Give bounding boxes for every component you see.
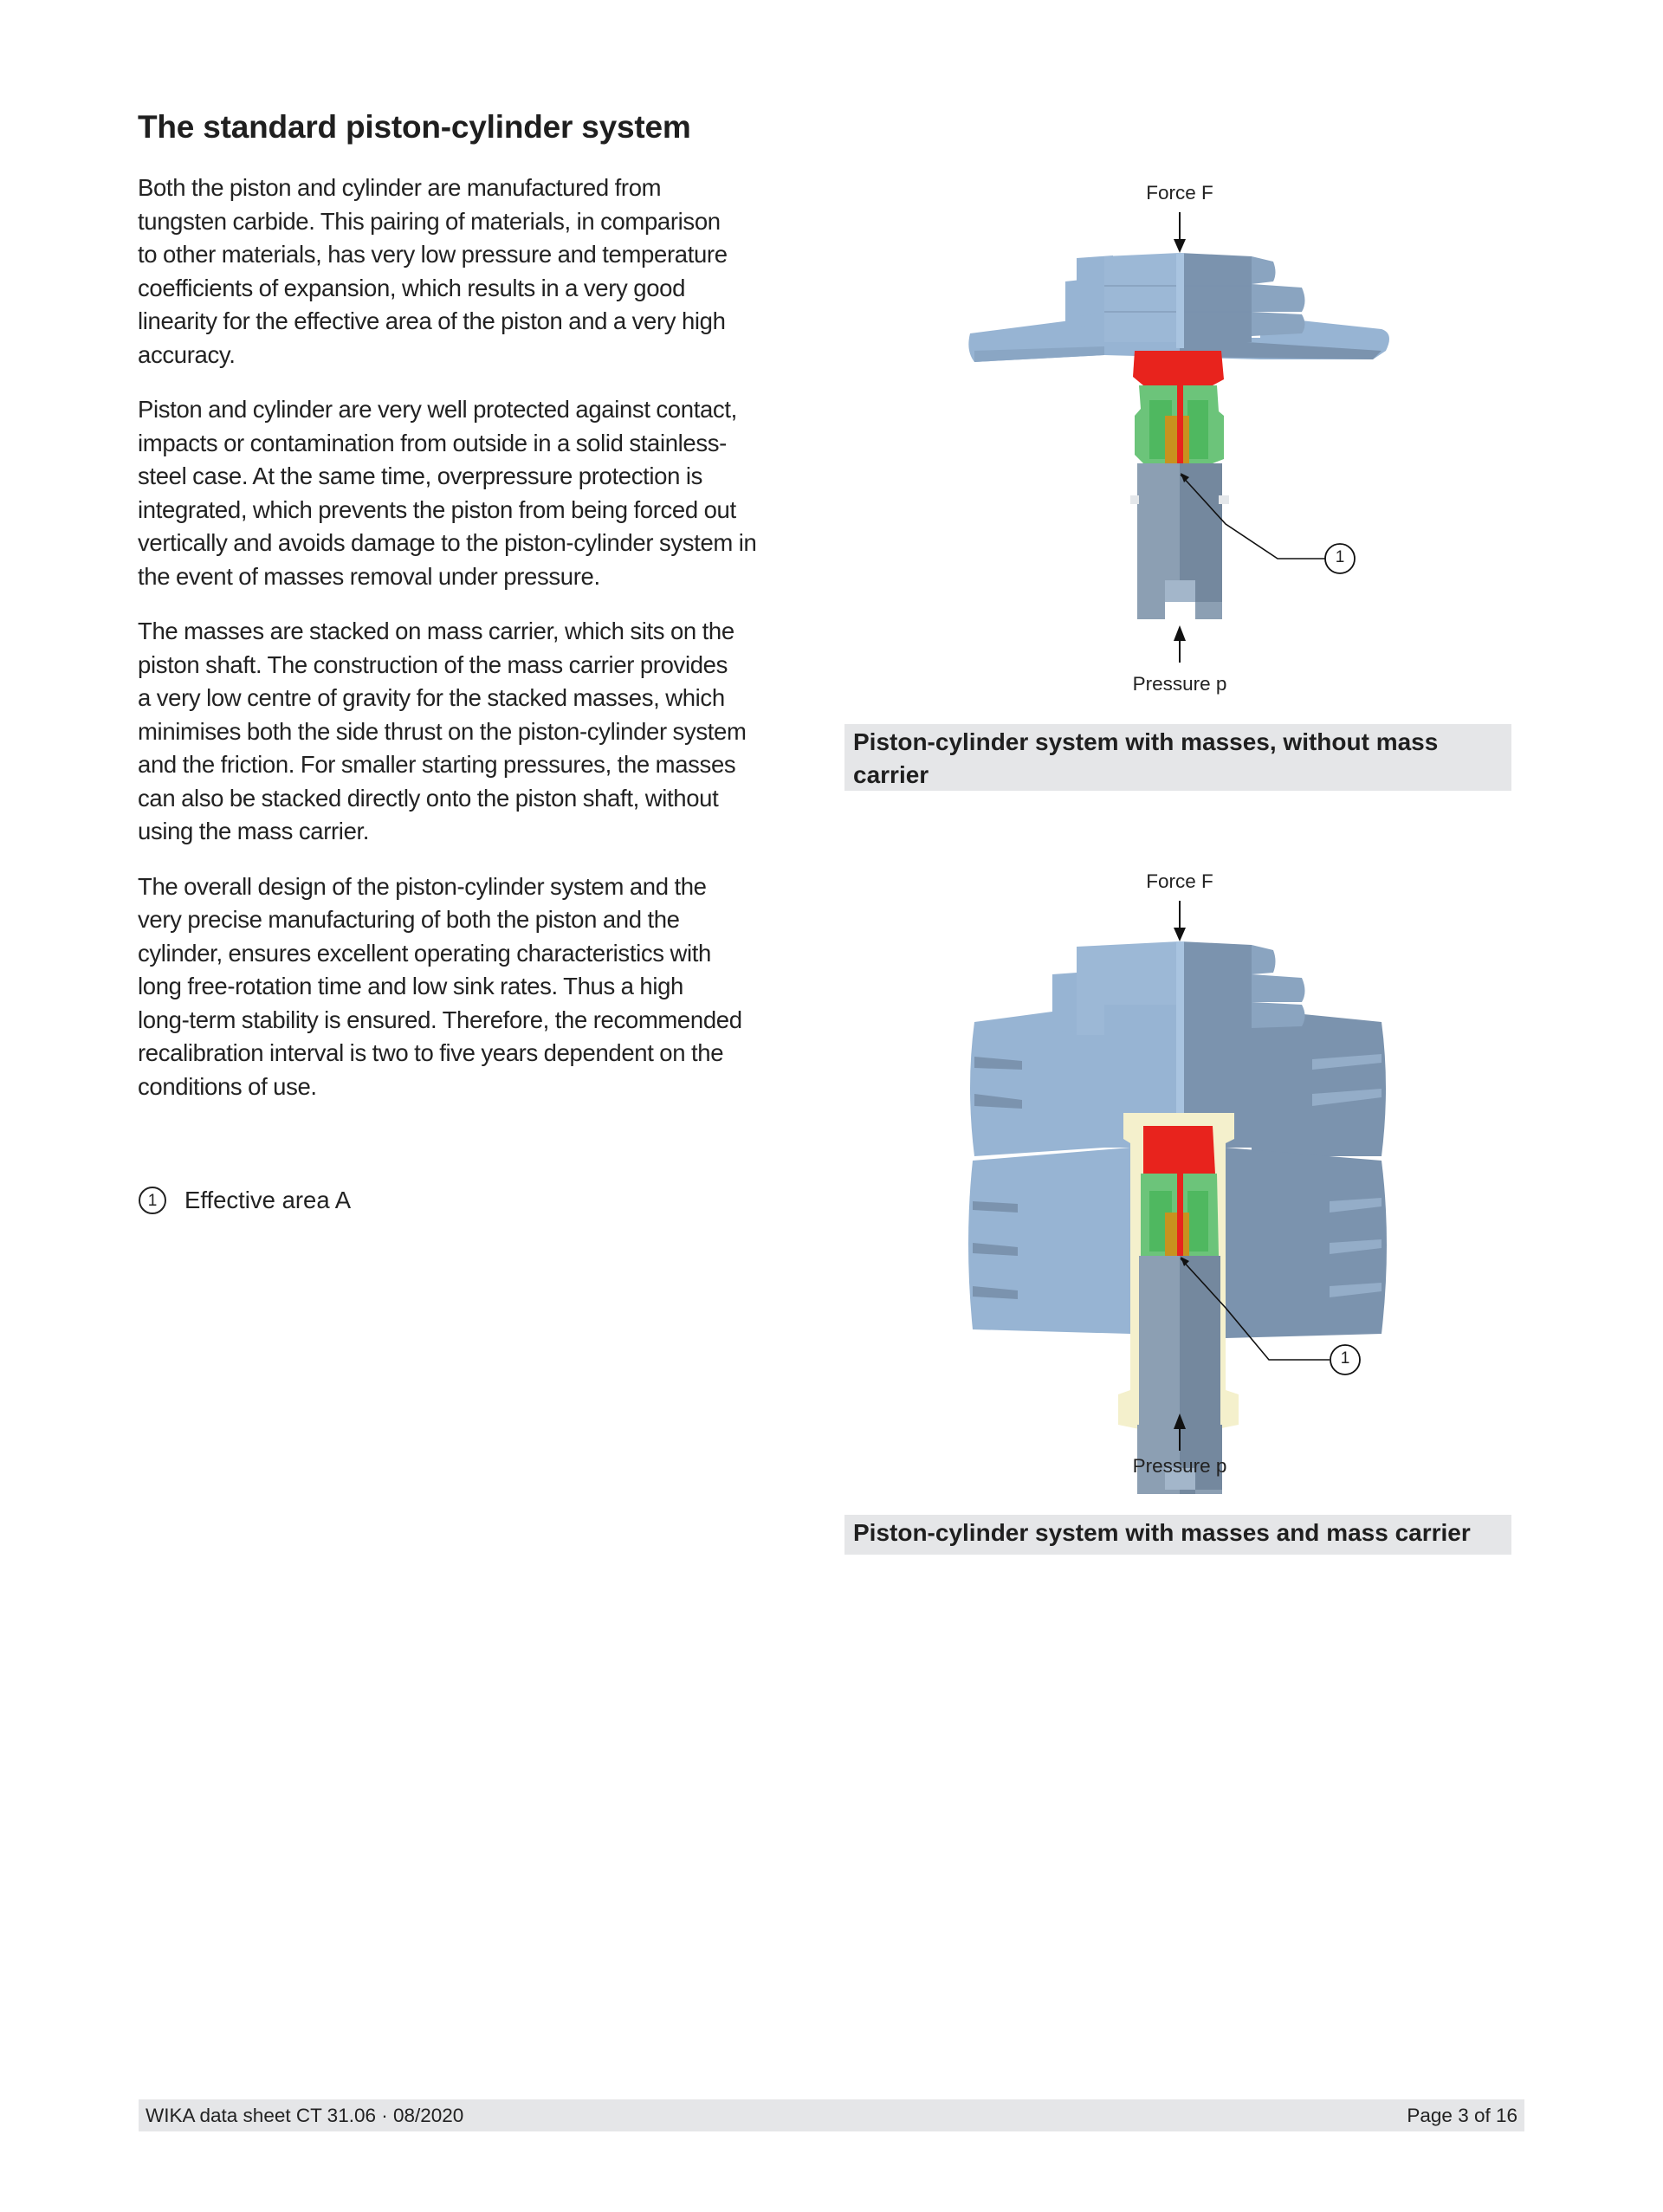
figure-with-mass-carrier <box>844 862 1511 1494</box>
callout-number: 1 <box>1340 1349 1350 1368</box>
text-line: vertically and avoids damage to the piston-cylinder system in <box>138 529 757 556</box>
text-line: piston shaft. The construction of the mass carrier provides <box>138 650 728 678</box>
paragraph-mass-carrier <box>138 615 813 849</box>
force-label: Force F <box>1146 870 1213 892</box>
body-text-column <box>138 171 813 1125</box>
figure-caption: Piston-cylinder system with masses and mass carrier <box>844 1515 1511 1555</box>
text-line: tungsten carbide. This pairing of materials, in comparison <box>138 207 721 235</box>
legend-label: Effective area A <box>184 1187 352 1213</box>
text-line: very precise manufacturing of both the piston and the <box>138 906 680 933</box>
text-line: cylinder, ensures excellent operating characteristics with <box>138 939 711 967</box>
paragraph-design <box>138 870 813 1104</box>
text-line: and the friction. For smaller starting pressures, the masses <box>138 751 736 778</box>
text-line: a very low centre of gravity for the stacked masses, which <box>138 684 725 711</box>
footer-document-id: WIKA data sheet CT 31.06 · 08/2020 <box>146 2104 464 2126</box>
text-line: linearity for the effective area of the piston and a very high <box>138 307 726 334</box>
paragraph-protection <box>138 393 813 593</box>
pressure-label: Pressure p <box>1132 673 1227 695</box>
text-line: long-term stability is ensured. Therefore, the recommended <box>138 1006 742 1033</box>
figure-caption: Piston-cylinder system with masses, without mass carrier <box>844 724 1511 791</box>
text-line: accuracy. <box>138 340 236 368</box>
text-line: can also be stacked directly onto the piston shaft, without <box>138 784 719 812</box>
figure-without-mass-carrier <box>844 173 1511 710</box>
text-line: coefficients of expansion, which results in a very good <box>138 274 686 301</box>
page-footer <box>139 2099 1524 2131</box>
text-line: using the mass carrier. <box>138 818 370 844</box>
text-line: Both the piston and cylinder are manufactured from <box>138 174 662 201</box>
text-line: the event of masses removal under pressure. <box>138 562 600 590</box>
text-line: Piston and cylinder are very well protected against contact, <box>138 396 737 423</box>
text-line: conditions of use. <box>138 1072 317 1100</box>
callout-number: 1 <box>1335 548 1345 566</box>
force-label: Force F <box>1146 182 1213 204</box>
paragraph-materials <box>138 171 813 372</box>
pressure-label: Pressure p <box>1132 1455 1227 1477</box>
text-line: recalibration interval is two to five years dependent on the <box>138 1039 724 1066</box>
text-line: The overall design of the piston-cylinder system and the <box>138 872 707 900</box>
legend-item <box>139 1187 351 1214</box>
text-line: minimises both the side thrust on the piston-cylinder system <box>138 717 747 745</box>
footer-page-number: Page 3 of 16 <box>1407 2104 1517 2126</box>
text-line: to other materials, has very low pressure and temperature <box>138 241 728 268</box>
page-title: The standard piston-cylinder system <box>138 109 691 145</box>
callout-number-icon: 1 <box>139 1187 166 1214</box>
text-line: The masses are stacked on mass carrier, which sits on the <box>138 618 734 644</box>
text-line: steel case. At the same time, overpressure protection is <box>138 462 702 489</box>
piston-cylinder-diagram <box>844 862 1511 1494</box>
text-line: impacts or contamination from outside in a solid stainless- <box>138 429 727 456</box>
text-line: integrated, which prevents the piston from being forced out <box>138 495 736 523</box>
piston-cylinder-diagram <box>844 173 1511 710</box>
text-line: long free-rotation time and low sink rates. Thus a high <box>138 973 683 999</box>
